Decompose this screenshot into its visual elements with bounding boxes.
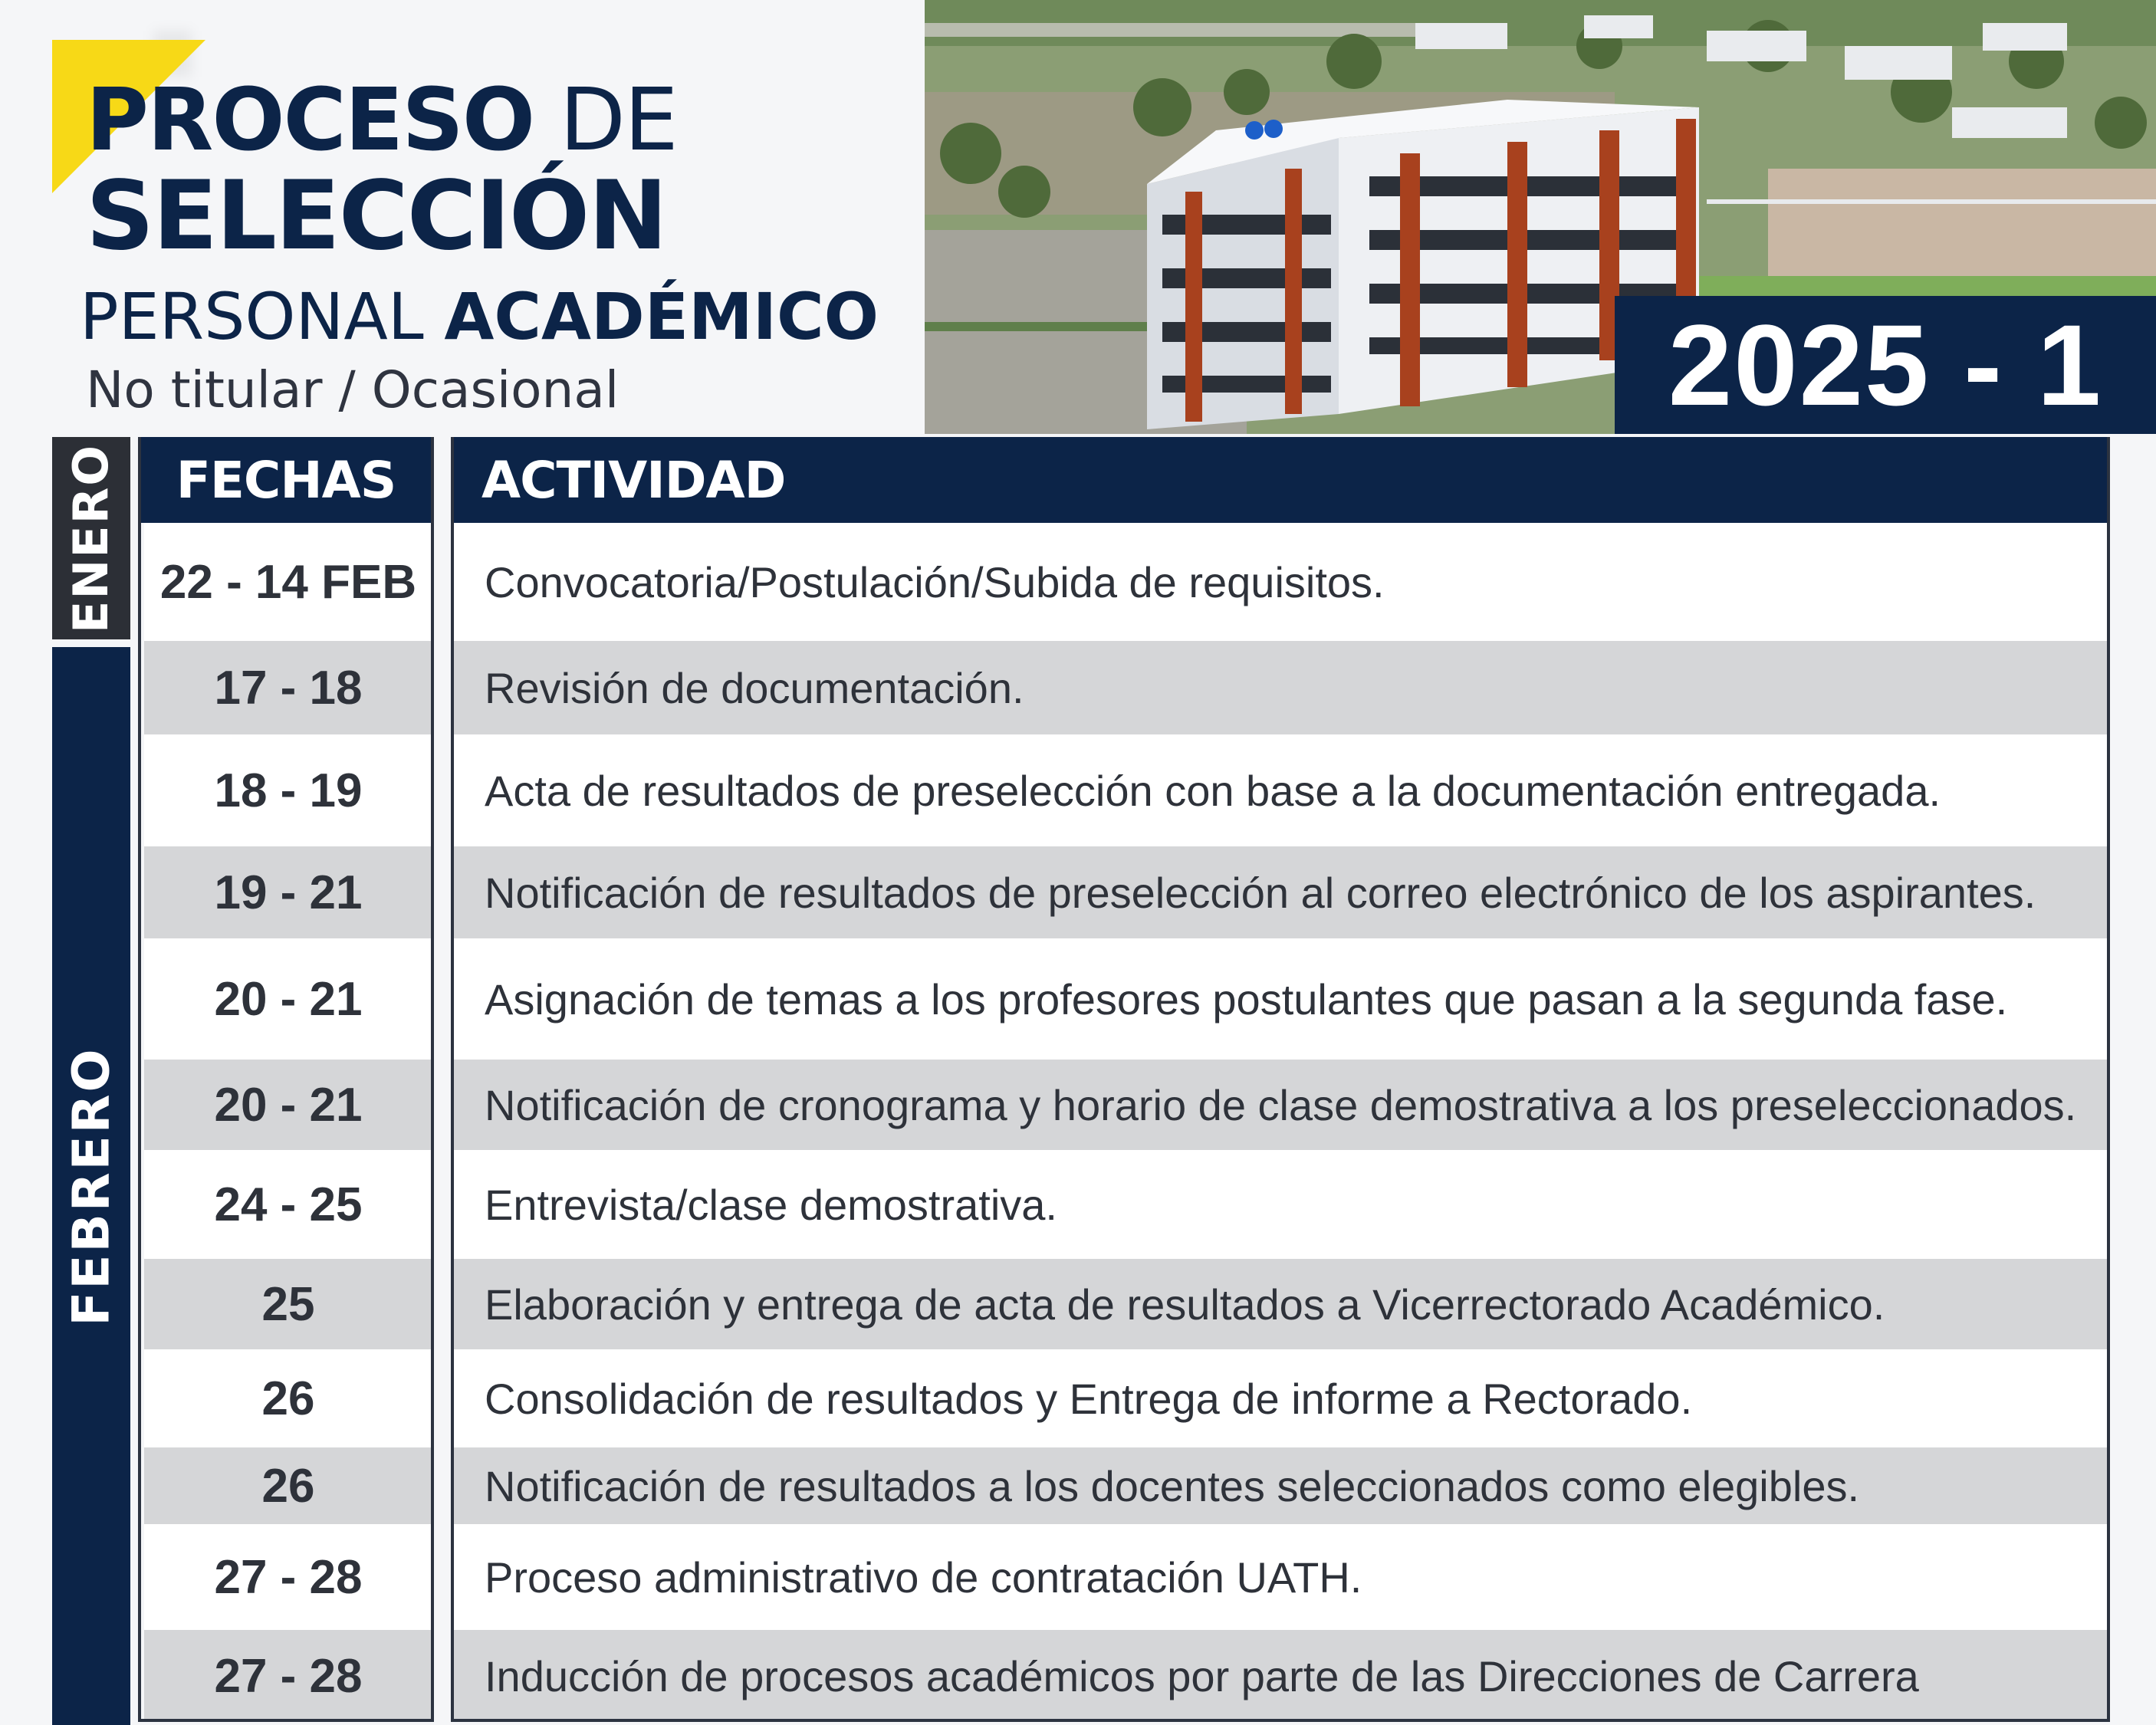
period-badge: 2025 - 1 [1615, 296, 2156, 434]
subtitle-light: PERSONAL [80, 279, 424, 354]
table-cell-actividad: Inducción de procesos académicos por parte de las Direcciones de Carrera [454, 1630, 2107, 1722]
table-cell-fecha: 20 - 21 [144, 938, 432, 1060]
page-title-line1 [86, 71, 677, 170]
table-cell-fecha: 17 - 18 [144, 641, 432, 734]
subtitle-bold: ACADÉMICO [444, 279, 879, 354]
table-cell-fecha: 20 - 21 [144, 1060, 432, 1150]
title-light: DE [559, 71, 677, 170]
actividad-column-frame [451, 437, 2110, 1722]
table-cell-actividad: Proceso administrativo de contratación UATH. [454, 1524, 2107, 1630]
page-subtitle [80, 279, 879, 354]
table-cell-actividad: Notificación de resultados de preselección al correo electrónico de los aspirantes. [454, 846, 2107, 938]
table-cell-actividad: Elaboración y entrega de acta de resultados a Vicerrectorado Académico. [454, 1259, 2107, 1349]
column-header-fechas: FECHAS [138, 437, 434, 523]
page-title-line2: SELECCIÓN [86, 161, 667, 271]
table-cell-fecha: 22 - 14 FEB [144, 523, 432, 641]
table-cell-fecha: 26 [144, 1447, 432, 1524]
table-cell-fecha: 27 - 28 [144, 1630, 432, 1722]
table-cell-fecha: 18 - 19 [144, 734, 432, 846]
table-cell-fecha: 25 [144, 1259, 432, 1349]
table-cell-actividad: Entrevista/clase demostrativa. [454, 1150, 2107, 1259]
table-cell-actividad: Acta de resultados de preselección con base a la documentación entregada. [454, 734, 2107, 846]
table-cell-fecha: 27 - 28 [144, 1524, 432, 1630]
table-cell-actividad: Consolidación de resultados y Entrega de informe a Rectorado. [454, 1349, 2107, 1447]
month-band-enero [52, 437, 130, 639]
table-cell-actividad: Notificación de resultados a los docentes seleccionados como elegibles. [454, 1447, 2107, 1524]
tagline: No titular / Ocasional [86, 360, 620, 419]
month-band-febrero [52, 647, 130, 1725]
month-label-enero: ENERO [63, 443, 120, 633]
table-cell-fecha: 26 [144, 1349, 432, 1447]
table-cell-fecha: 19 - 21 [144, 846, 432, 938]
month-label-febrero: FEBRERO [61, 1046, 121, 1326]
column-header-actividad: ACTIVIDAD [451, 437, 2110, 523]
table-cell-fecha: 24 - 25 [144, 1150, 432, 1259]
table-cell-actividad: Notificación de cronograma y horario de clase demostrativa a los preseleccionados. [454, 1060, 2107, 1150]
table-cell-actividad: Revisión de documentación. [454, 641, 2107, 734]
table-cell-actividad: Asignación de temas a los profesores postulantes que pasan a la segunda fase. [454, 938, 2107, 1060]
title-bold: PROCESO [86, 71, 534, 170]
fechas-column-frame [138, 437, 434, 1722]
table-cell-actividad: Convocatoria/Postulación/Subida de requisitos. [454, 523, 2107, 641]
